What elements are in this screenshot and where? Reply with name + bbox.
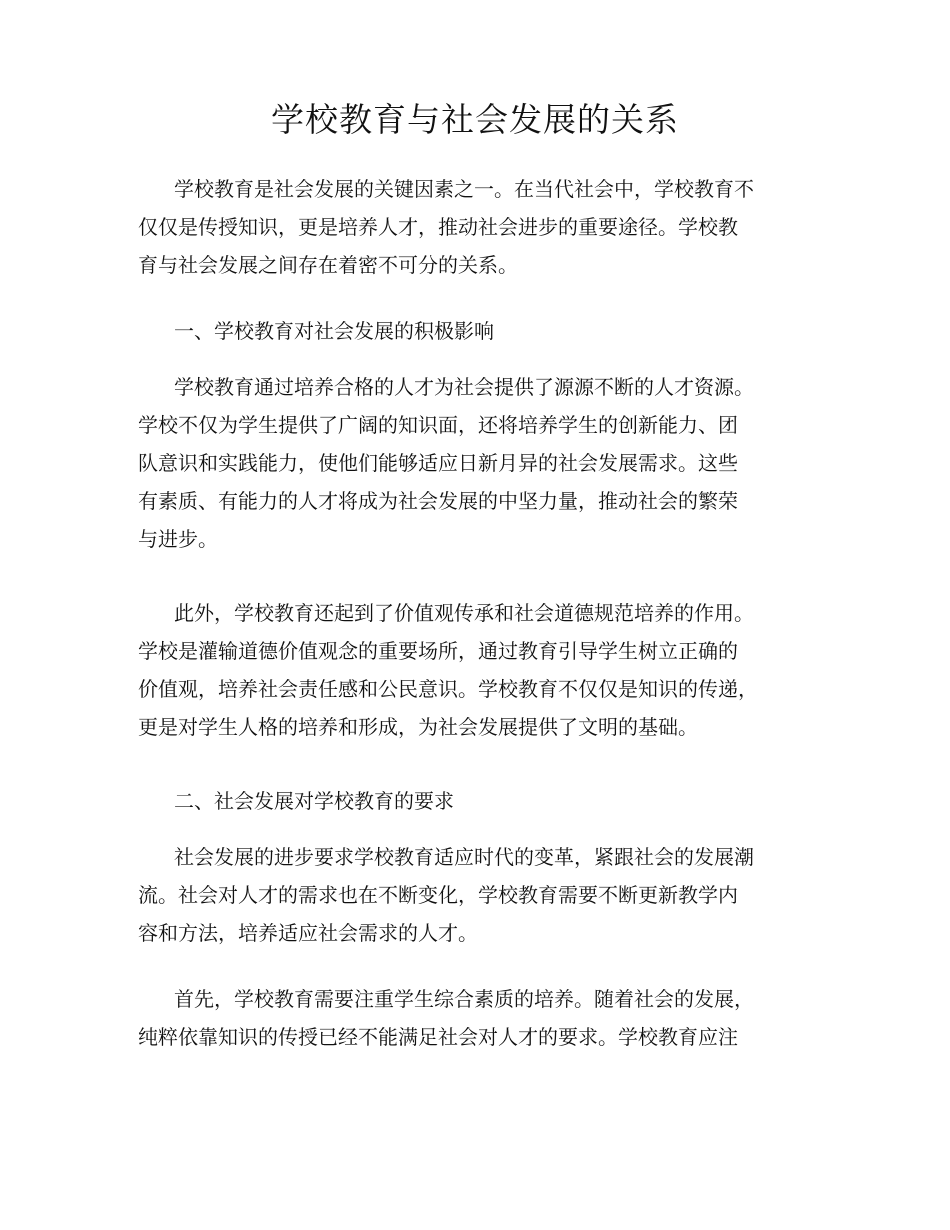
- text-line: 育与社会发展之间存在着密不可分的关系。: [138, 253, 518, 277]
- text-line: 仅仅是传授知识，更是培养人才，推动社会进步的重要途径。学校教: [138, 215, 738, 239]
- text-line: 与进步。: [138, 527, 218, 551]
- text-line: 学校不仅为学生提供了广阔的知识面，还将培养学生的创新能力、团: [138, 413, 738, 437]
- text-line: 价值观，培养社会责任感和公民意识。学校教育不仅仅是知识的传递，: [138, 677, 758, 701]
- text-line: 学校教育是社会发展的关键因素之一。在当代社会中，学校教育不: [174, 177, 754, 201]
- text-line: 流。社会对人才的需求也在不断变化，学校教育需要不断更新教学内: [138, 883, 738, 907]
- paragraph-first: [138, 980, 828, 1056]
- paragraph-requirements: [138, 838, 828, 952]
- section-heading-2: [138, 782, 828, 820]
- paragraph-intro: [138, 170, 828, 284]
- text-line: 此外，学校教育还起到了价值观传承和社会道德规范培养的作用。: [174, 601, 754, 625]
- text-line: 学校是灌输道德价值观念的重要场所，通过教育引导学生树立正确的: [138, 639, 738, 663]
- text-line: 队意识和实践能力，使他们能够适应日新月异的社会发展需求。这些: [138, 451, 738, 475]
- text-line: 学校教育通过培养合格的人才为社会提供了源源不断的人才资源。: [174, 375, 754, 399]
- paragraph-talent: [138, 368, 828, 558]
- section-heading-1: [138, 312, 828, 350]
- paragraph-values: [138, 594, 828, 746]
- text-line: 社会发展的进步要求学校教育适应时代的变革，紧跟社会的发展潮: [174, 845, 754, 869]
- text-line: 更是对学生人格的培养和形成，为社会发展提供了文明的基础。: [138, 715, 698, 739]
- text-line: 首先，学校教育需要注重学生综合素质的培养。随着社会的发展，: [174, 987, 754, 1011]
- heading-text: 二、社会发展对学校教育的要求: [174, 789, 454, 813]
- document-title: 学校教育与社会发展的关系: [271, 100, 679, 139]
- text-line: 有素质、有能力的人才将成为社会发展的中坚力量，推动社会的繁荣: [138, 489, 738, 513]
- heading-text: 一、学校教育对社会发展的积极影响: [174, 319, 494, 343]
- text-line: 纯粹依靠知识的传授已经不能满足社会对人才的要求。学校教育应注: [138, 1025, 738, 1049]
- text-line: 容和方法，培养适应社会需求的人才。: [138, 921, 478, 945]
